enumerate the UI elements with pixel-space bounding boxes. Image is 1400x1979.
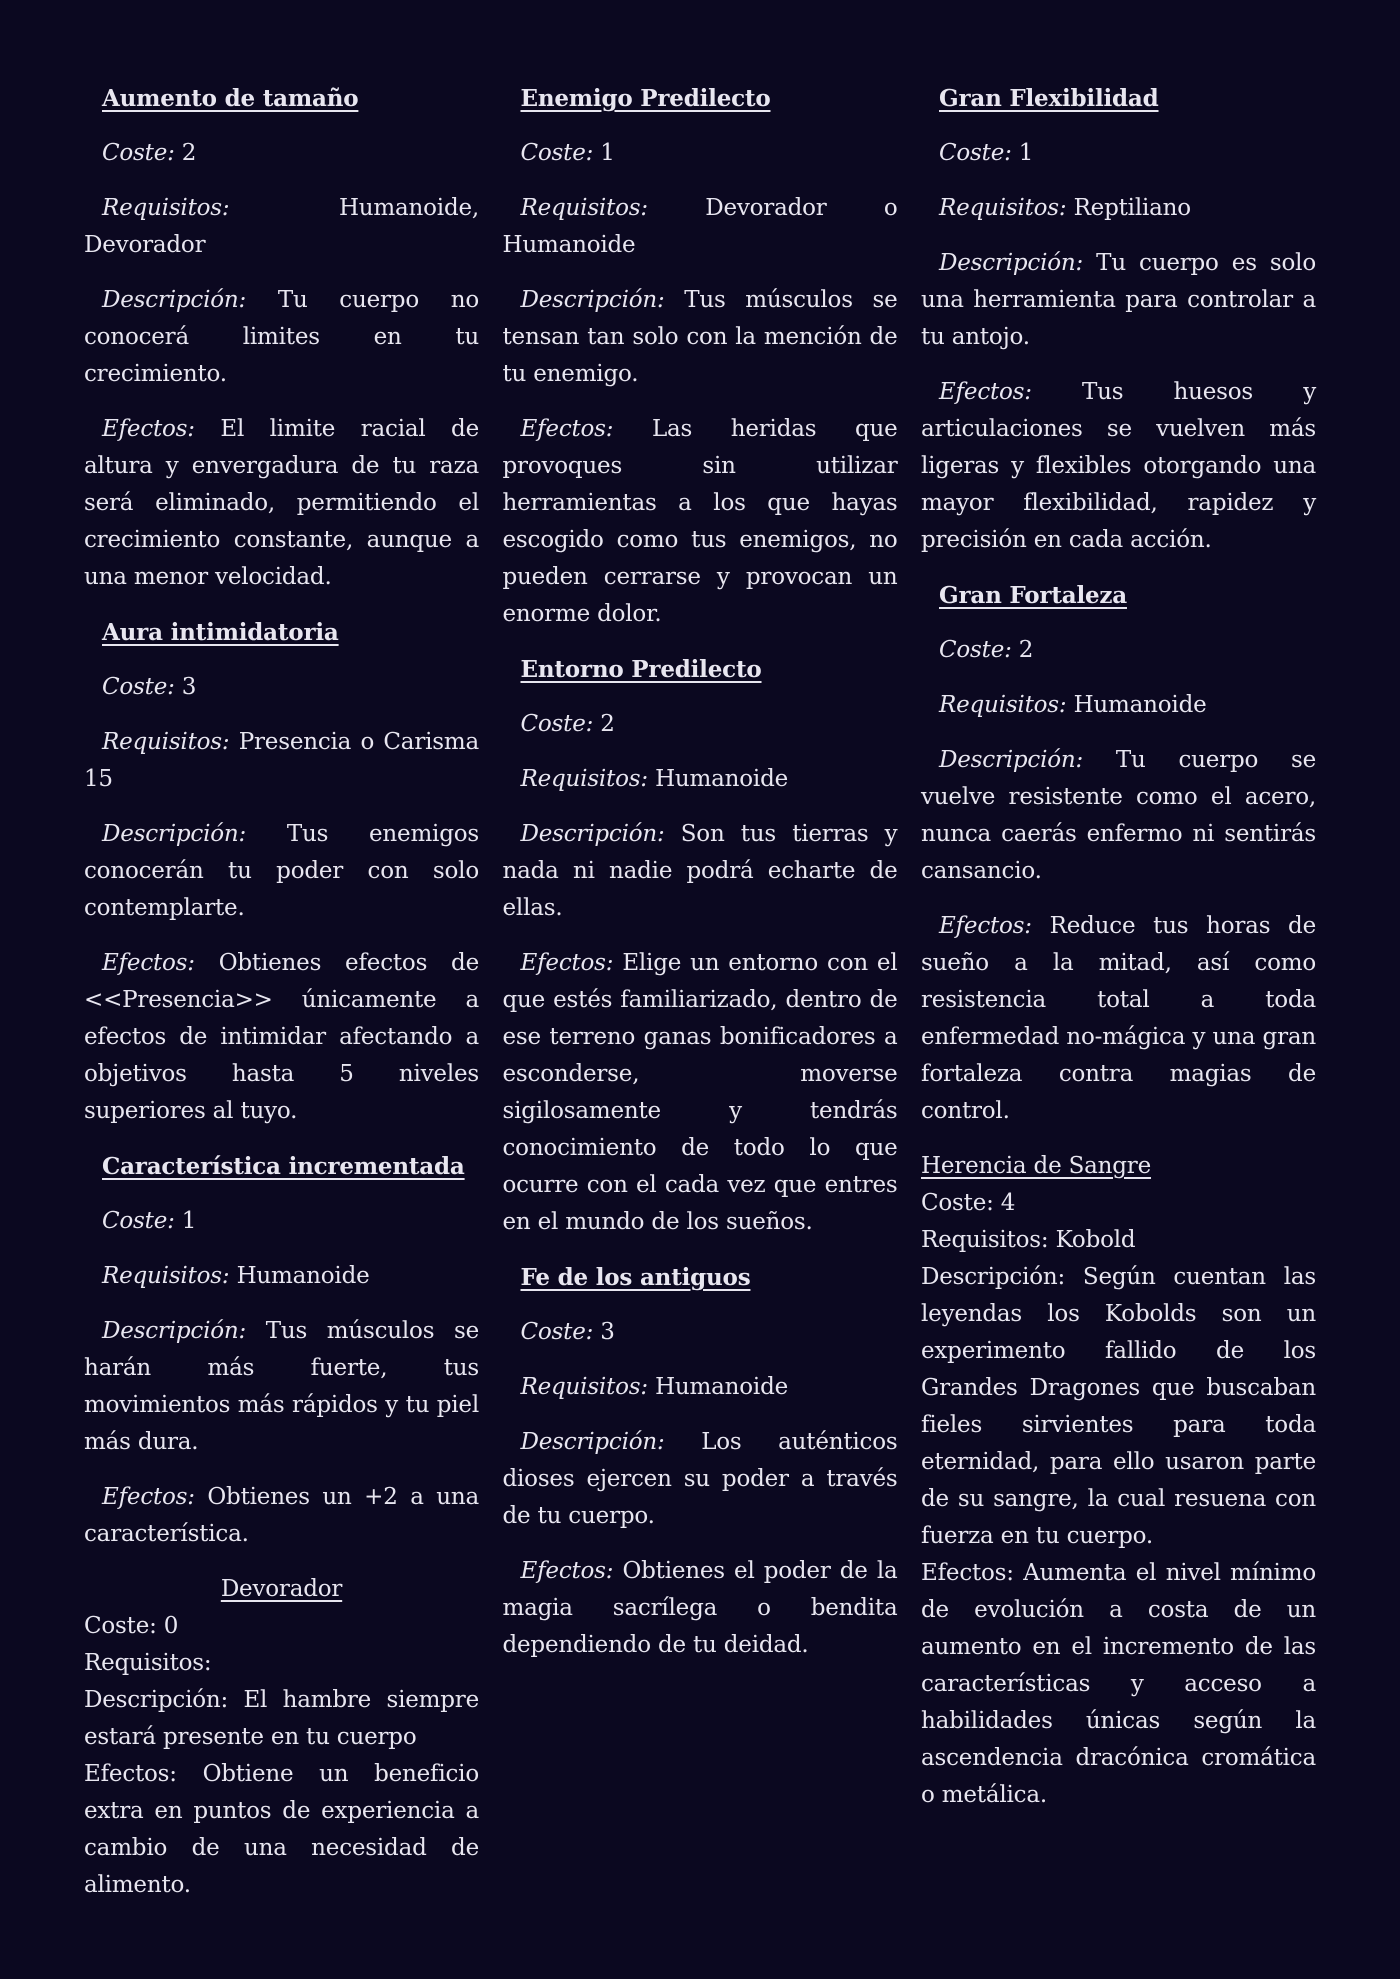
cost-field [503, 135, 898, 172]
cost-field [84, 669, 479, 706]
cost-label: Coste: [102, 140, 175, 166]
description-field [84, 282, 479, 393]
cost-label: Coste: [939, 140, 1012, 166]
effects-label: Efectos: [939, 379, 1032, 405]
description-field [921, 1259, 1316, 1555]
description-field [84, 1313, 479, 1461]
cost-value: 1 [1018, 140, 1034, 166]
requirements-value: Humanoide [655, 766, 789, 792]
description-label: Descripción: [84, 1687, 229, 1713]
requirements-field [84, 724, 479, 798]
effects-label: Efectos: [520, 416, 614, 442]
description-value: Tu cuerpo se vuelve resistente como el acero, nunca caerás enfermo ni sentirás cansancio. [921, 747, 1316, 884]
requirements-field [503, 190, 898, 264]
requirements-value: Kobold [1055, 1227, 1136, 1253]
entry-title: Devorador [220, 1576, 343, 1602]
effects-label: Efectos: [102, 416, 195, 442]
effects-value: Las heridas que provoques sin utilizar herramientas a los que hayas escogido como tus enemigos, no pueden cerrarse y provocan un enorme dolor. [502, 416, 898, 627]
entry-aura-intimidatoria [84, 614, 479, 1130]
entry-fe-de-los-antiguos [503, 1259, 898, 1664]
description-field [921, 245, 1316, 356]
requirements-field [921, 1222, 1316, 1259]
cost-label: Coste: [84, 1613, 157, 1639]
entry-aumento-de-tamano [84, 80, 479, 596]
description-value: Los auténticos dioses ejercen su poder a través de tu cuerpo. [502, 1429, 898, 1529]
entry-title: Herencia de Sangre [921, 1153, 1152, 1179]
description-value: Tus enemigos conocerán tu poder con solo contemplarte. [84, 821, 479, 921]
cost-value: 2 [1018, 637, 1034, 663]
cost-field [921, 135, 1316, 172]
effects-value: Obtiene un beneficio extra en puntos de experiencia a cambio de una necesidad de alimento. [84, 1761, 479, 1898]
effects-label: Efectos: [84, 1761, 177, 1787]
cost-field [84, 1608, 479, 1645]
description-value: Tu cuerpo es solo una herramienta para controlar a tu antojo. [921, 250, 1316, 350]
effects-field [84, 945, 479, 1130]
requirements-label: Requisitos: [939, 195, 1067, 221]
requirements-field [503, 1369, 898, 1406]
cost-label: Coste: [939, 637, 1012, 663]
three-column-layout [84, 80, 1316, 1920]
cost-field [503, 1314, 898, 1351]
description-label: Descripción: [520, 287, 665, 313]
entry-title: Fe de los antiguos [520, 1264, 751, 1291]
cost-value: 3 [600, 1319, 615, 1345]
requirements-field [84, 1258, 479, 1295]
description-field [921, 742, 1316, 890]
description-field [503, 282, 898, 393]
effects-label: Efectos: [102, 950, 195, 976]
effects-field [503, 411, 898, 633]
cost-label: Coste: [520, 711, 594, 737]
entry-caracteristica-incrementada [84, 1148, 479, 1553]
cost-value: 1 [181, 1208, 197, 1234]
effects-field [921, 1555, 1316, 1814]
requirements-field [921, 687, 1316, 724]
cost-field [503, 706, 898, 743]
cost-label: Coste: [102, 674, 175, 700]
requirements-label: Requisitos: [102, 729, 230, 755]
entry-enemigo-predilecto [503, 80, 898, 633]
cost-field [84, 1203, 479, 1240]
entry-gran-fortaleza [921, 577, 1316, 1130]
effects-label: Efectos: [921, 1560, 1014, 1586]
effects-label: Efectos: [102, 1484, 195, 1510]
cost-field [921, 632, 1316, 669]
cost-value: 2 [600, 711, 615, 737]
cost-value: 4 [1000, 1190, 1016, 1216]
requirements-value: Humanoide [236, 1263, 370, 1289]
effects-field [84, 1756, 479, 1904]
effects-field [84, 411, 479, 596]
entry-title: Entorno Predilecto [520, 656, 762, 683]
effects-field [921, 908, 1316, 1130]
cost-value: 3 [181, 674, 197, 700]
requirements-label: Requisitos: [939, 692, 1067, 718]
effects-value: Tus huesos y articulaciones se vuelven más ligeras y flexibles otorgando una mayor flexibilidad, rapidez y precisión en cada acción. [921, 379, 1316, 553]
requirements-label: Requisitos: [520, 195, 648, 221]
requirements-value: Humanoide [1073, 692, 1207, 718]
requirements-value: Humanoide, Devorador [84, 195, 479, 258]
cost-field [921, 1185, 1316, 1222]
description-field [84, 1682, 479, 1756]
requirements-label: Requisitos: [84, 1650, 212, 1676]
effects-label: Efectos: [520, 1558, 614, 1584]
cost-field [84, 135, 479, 172]
effects-value: El limite racial de altura y envergadura de tu raza será eliminado, permitiendo el crecimiento constante, aunque a una menor velocidad. [84, 416, 479, 590]
entry-title: Característica incrementada [102, 1153, 465, 1180]
effects-value: Reduce tus horas de sueño a la mitad, así como resistencia total a toda enfermedad no-mágica y una gran fortaleza contra magias de control. [921, 913, 1316, 1124]
cost-label: Coste: [520, 140, 594, 166]
entry-title: Aumento de tamaño [102, 85, 359, 112]
entry-title: Aura intimidatoria [102, 619, 339, 646]
entry-title: Enemigo Predilecto [520, 85, 771, 112]
description-value: El hambre siempre estará presente en tu cuerpo [84, 1687, 479, 1750]
description-label: Descripción: [921, 1264, 1066, 1290]
cost-value: 2 [181, 140, 197, 166]
requirements-value: Reptiliano [1073, 195, 1191, 221]
effects-label: Efectos: [939, 913, 1032, 939]
cost-label: Coste: [921, 1190, 994, 1216]
cost-label: Coste: [520, 1319, 594, 1345]
effects-value: Obtienes efectos de <<Presencia>> únicamente a efectos de intimidar afectando a objetivos hasta 5 niveles superiores al tuyo. [84, 950, 479, 1124]
effects-value: Aumenta el nivel mínimo de evolución a costa de un aumento en el incremento de las características y acceso a habilidades únicas según la ascendencia dracónica cromática o metálica. [921, 1560, 1316, 1808]
description-label: Descripción: [939, 747, 1084, 773]
description-field [503, 1424, 898, 1535]
requirements-value: Presencia o Carisma 15 [84, 729, 479, 792]
description-label: Descripción: [520, 821, 665, 847]
entry-entorno-predilecto [503, 651, 898, 1241]
requirements-field [84, 1645, 479, 1682]
entry-devorador [84, 1571, 479, 1904]
requirements-value: Devorador o Humanoide [502, 195, 898, 258]
requirements-label: Requisitos: [520, 766, 648, 792]
description-value: Según cuentan las leyendas los Kobolds son un experimento fallido de los Grandes Dragones que buscaban fieles sirvientes para toda eternidad, para ello usaron parte de su sangre, la cual resuena con fuerza en tu cuerpo. [921, 1264, 1316, 1549]
requirements-label: Requisitos: [102, 195, 230, 221]
effects-field [503, 1553, 898, 1664]
cost-value: 1 [600, 140, 615, 166]
requirements-label: Requisitos: [921, 1227, 1049, 1253]
description-value: Tus músculos se tensan tan solo con la mención de tu enemigo. [502, 287, 898, 387]
entry-herencia-de-sangre [921, 1148, 1316, 1814]
entry-title: Gran Flexibilidad [939, 85, 1159, 112]
column-2 [503, 80, 898, 1920]
requirements-label: Requisitos: [520, 1374, 648, 1400]
effects-label: Efectos: [520, 950, 614, 976]
requirements-label: Requisitos: [102, 1263, 230, 1289]
entry-gran-flexibilidad [921, 80, 1316, 559]
effects-field [84, 1479, 479, 1553]
description-value: Tus músculos se harán más fuerte, tus movimientos más rápidos y tu piel más dura. [84, 1318, 479, 1455]
description-value: Tu cuerpo no conocerá limites en tu crecimiento. [84, 287, 479, 387]
effects-value: Obtienes un +2 a una característica. [84, 1484, 479, 1547]
effects-field [921, 374, 1316, 559]
cost-value: 0 [163, 1613, 179, 1639]
requirements-field [921, 190, 1316, 227]
entry-title: Gran Fortaleza [939, 582, 1127, 609]
effects-value: Obtienes el poder de la magia sacrílega o bendita dependiendo de tu deidad. [502, 1558, 898, 1658]
description-label: Descripción: [102, 287, 247, 313]
description-label: Descripción: [102, 1318, 247, 1344]
column-1 [84, 80, 479, 1920]
cost-label: Coste: [102, 1208, 175, 1234]
effects-value: Elige un entorno con el que estés familiarizado, dentro de ese terreno ganas bonificadores a esconderse, moverse sigilosamente y tendrás conocimiento de todo lo que ocurre con el cada vez que entres en el mundo de los sueños. [502, 950, 898, 1235]
description-field [84, 816, 479, 927]
description-value: Son tus tierras y nada ni nadie podrá echarte de ellas. [502, 821, 898, 921]
requirements-field [84, 190, 479, 264]
column-3 [921, 80, 1316, 1920]
effects-field [503, 945, 898, 1241]
description-label: Descripción: [939, 250, 1084, 276]
requirements-value: Humanoide [655, 1374, 789, 1400]
description-field [503, 816, 898, 927]
requirements-field [503, 761, 898, 798]
description-label: Descripción: [520, 1429, 665, 1455]
description-label: Descripción: [102, 821, 247, 847]
